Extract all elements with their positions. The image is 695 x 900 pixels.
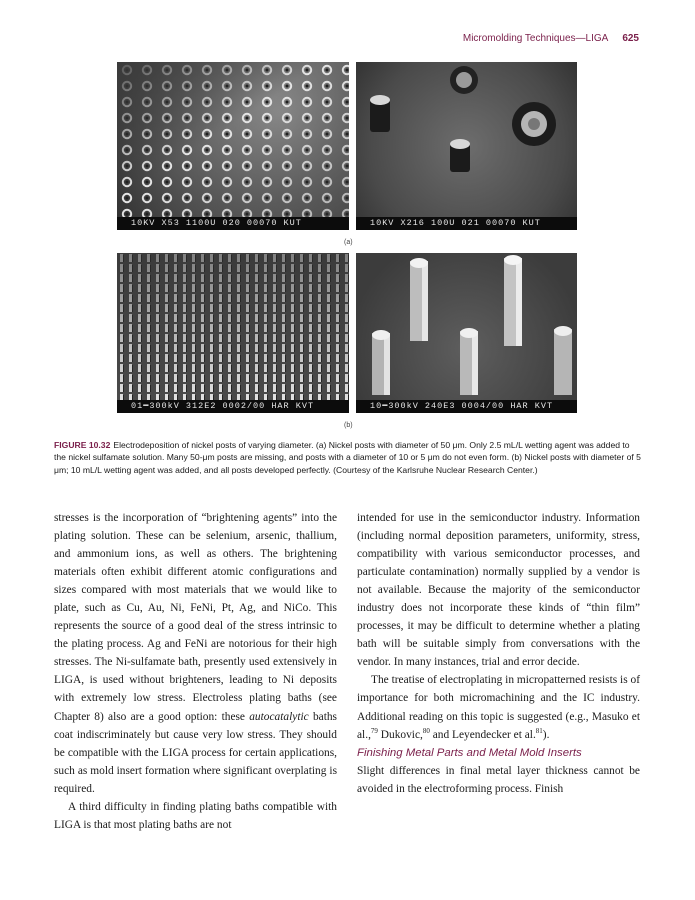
text-run: ). xyxy=(542,728,550,741)
text-run: baths coat indiscriminately but cause very low stress. They should be compatible with the LIGA process for certain applications, such as mold insert formation where significant overplating is required. xyxy=(54,710,337,795)
scalebar-a-right: 10KV X216 100U 021 00070 KUT xyxy=(356,217,577,230)
text-run: and Leyendecker et al. xyxy=(429,728,536,741)
right-column xyxy=(357,509,640,798)
label-b: (b) xyxy=(344,422,353,429)
scalebar-b-right: 10━300kV 240E3 0004/00 HAR KVT xyxy=(356,400,577,413)
paragraph: intended for use in the semiconductor industry. Information (including normal deposition parameters, uniformity, stress, compatibility with various semiconductor processes, and particulate contamination) normally supplied by a vendor is not available. Because the majority of the semiconductor industry does not incorporate these kinds of “thin film” processes, it may be difficult to determine whether a plating bath will be suitable simply from conversations with the vendor. In many instances, trial and error decide. xyxy=(357,512,640,669)
paragraph: A third difficulty in finding plating baths compatible with LIGA is that most plating baths are not xyxy=(54,800,337,831)
scalebar-b-left: 01━300kV 312E2 0002/00 HAR KVT xyxy=(117,400,349,413)
scalebar-a-left: 10KV X53 1100U 020 00070 KUT xyxy=(117,217,349,230)
post-features-a-right xyxy=(356,62,577,217)
running-title: Micromolding Techniques—LIGA xyxy=(462,33,609,44)
sem-image-b-right xyxy=(356,253,577,413)
citation-80[interactable]: 80 xyxy=(422,726,430,735)
figure-number: FIGURE 10.32 xyxy=(54,440,111,450)
text-run: stresses is the incorporation of “brightening agents” into the plating solution. These can be selenium, arsenic, thallium, and ammonium ions, as well as others. The brightening materials often exhibit different atomic configurations and sizes compared with most materials that we would like to plate, such as Cu, Au, Ni, FeNi, Pt, Ag, and NiCo. This represents the source of a good deal of the stress intrinsic to the plating process. Ag and FeNi are notorious for their high stresses. The Ni-sulfamate bath, presently used extensively in LIGA, is used without brighteners, leading to Ni deposits with extremely low stress. Electroless plating baths (see Chapter 8) also are a good option: these xyxy=(54,512,337,723)
sem-image-a-right xyxy=(356,62,577,230)
paragraph xyxy=(357,671,640,743)
paragraph: Slight differences in final metal layer thickness cannot be avoided in the electroforming process. Finish xyxy=(357,764,640,795)
section-subheading: Finishing Metal Parts and Metal Mold Inserts xyxy=(357,746,582,759)
pillars-b-right xyxy=(356,253,577,400)
emphasis: autocatalytic xyxy=(249,710,309,723)
sem-image-a-left xyxy=(117,62,349,230)
running-header xyxy=(463,33,639,44)
text-run: Dukovic, xyxy=(377,728,423,741)
page-number: 625 xyxy=(622,33,639,44)
figure-caption xyxy=(54,439,642,476)
paragraph xyxy=(54,509,337,798)
citation-81[interactable]: 81 xyxy=(535,726,543,735)
sem-image-b-left xyxy=(117,253,349,413)
citation-79[interactable]: 79 xyxy=(370,726,378,735)
post-array-a-left xyxy=(117,62,349,217)
text-run: The treatise of electroplating in micropatterned resists is of importance for both micromachining and the IC industry. Additional reading on this topic is suggested (e.g., Masuko et al., xyxy=(357,674,640,741)
post-array-b-left xyxy=(117,253,349,400)
left-column xyxy=(54,509,337,834)
label-a: (a) xyxy=(344,239,353,246)
caption-text: Electrodeposition of nickel posts of varying diameter. (a) Nickel posts with diameter of 50 μm. Only 2.5 mL/L wetting agent was added to the nickel sulfamate solution. Many 50-μm posts are missing, and posts with a diameter of 10 or 5 μm do not even form. (b) Nickel posts with diameter of 5 μm; 10 mL/L wetting agent was added, and all posts developed perfectly. (Courtesy of the Karlsruhe Nuclear Research Center.) xyxy=(54,440,641,475)
